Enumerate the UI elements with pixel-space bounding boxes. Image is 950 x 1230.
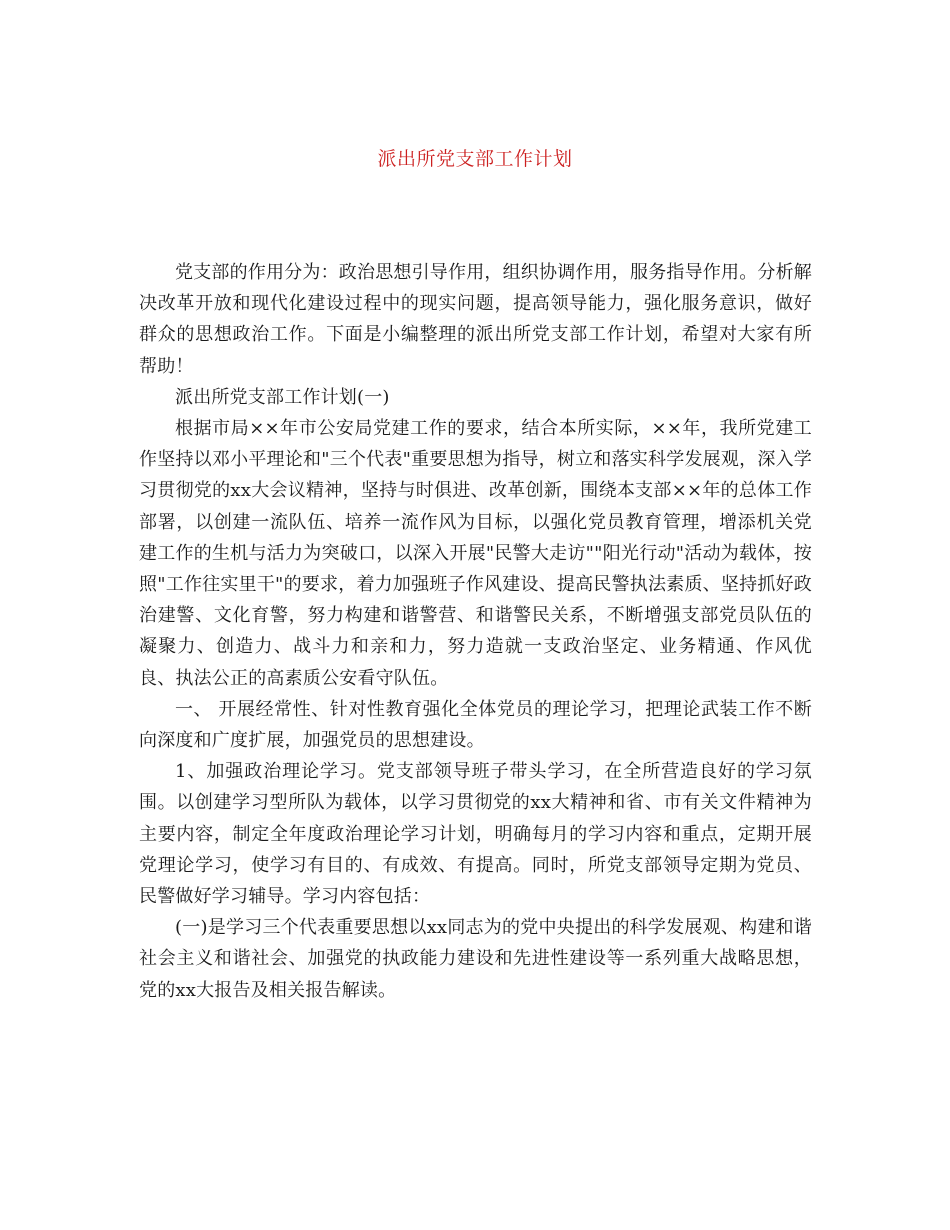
paragraph-section-heading: 派出所党支部工作计划(一)	[175, 386, 390, 408]
paragraph-intro: 党支部的作用分为：政治思想引导作用，组织协调作用，服务指导作用。分析解决改革开放和现代化建设过程中的现实问题，提高领导能力，强化服务意识，做好群众的思想政治工作。下面是小编整理的派出所党支部工作计划，希望对大家有所帮助！	[139, 262, 812, 377]
document-title: 派出所党支部工作计划	[377, 148, 573, 170]
paragraph-item-one: 一、 开展经常性、针对性教育强化全体党员的理论学习，把理论武装工作不断向深度和广度扩展，加强党员的思想建设。	[139, 698, 812, 752]
paragraph-subitem-one: 1、加强政治理论学习。党支部领导班子带头学习，在全所营造良好的学习氛围。以创建学习型所队为载体，以学习贯彻党的xx大精神和省、市有关文件精神为主要内容，制定全年度政治理论学习计划，明确每月的学习内容和重点，定期开展党理论学习，使学习有目的、有成效、有提高。同时，所党支部领导定期为党员、民警做好学习辅导。学习内容包括：	[139, 761, 812, 908]
paragraph-overview: 根据市局××年市公安局党建工作的要求，结合本所实际，××年，我所党建工作坚持以邓小平理论和"三个代表"重要思想为指导，树立和落实科学发展观，深入学习贯彻党的xx大会议精神，坚持与时俱进、改革创新，围绕本支部××年的总体工作部署，以创建一流队伍、培养一流作风为目标，以强化党员教育管理，增添机关党建工作的生机与活力为突破口，以深入开展"民警大走访""阳光行动"活动为载体，按照"工作往实里干"的要求，着力加强班子作风建设、提高民警执法素质、坚持抓好政治建警、文化育警，努力构建和谐警营、和谐警民关系，不断增强支部党员队伍的凝聚力、创造力、战斗力和亲和力，努力造就一支政治坚定、业务精通、作风优良、执法公正的高素质公安看守队伍。	[139, 418, 812, 689]
paragraph-subitem-detail: (一)是学习三个代表重要思想以xx同志为的党中央提出的科学发展观、构建和谐社会主义和谐社会、加强党的执政能力建设和先进性建设等一系列重大战略思想，党的xx大报告及相关报告解读。	[139, 917, 812, 1001]
document-body	[139, 257, 812, 1006]
